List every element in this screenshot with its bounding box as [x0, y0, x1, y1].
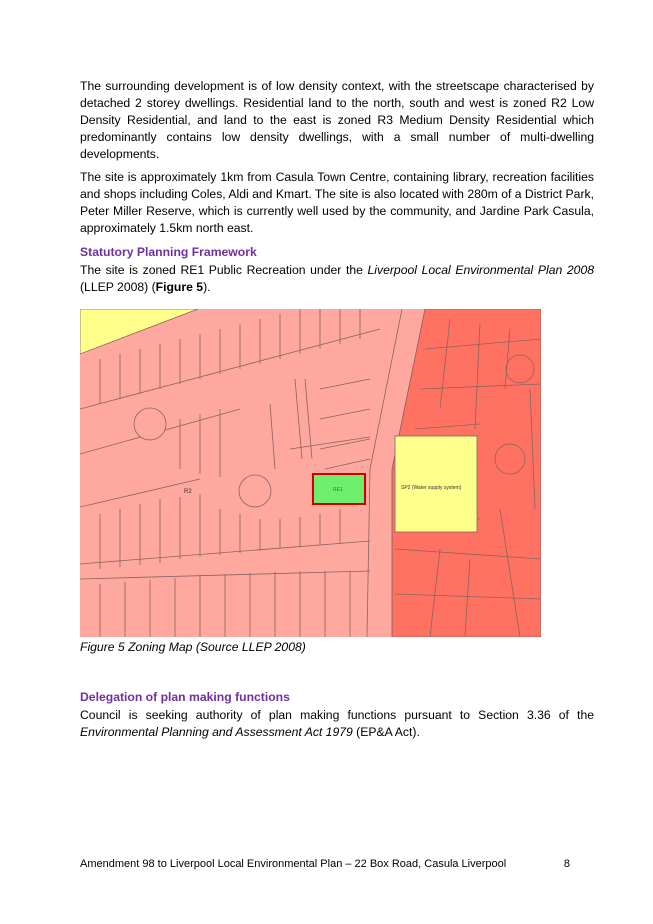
zoning-map	[80, 309, 541, 637]
llep-title: Liverpool Local Environmental Plan 2008	[367, 263, 594, 277]
delegation-text-b: (EP&A Act).	[352, 725, 420, 739]
map-label-site: RE1	[333, 487, 343, 493]
delegation-text-a: Council is seeking authority of plan making functions pursuant to Section 3.36 of the	[80, 708, 594, 722]
sp2-water-lot	[395, 436, 477, 532]
statutory-text-c: ).	[203, 280, 211, 294]
context-paragraph: The surrounding development is of low density context, with the streetscape characterised by detached 2 storey dwellings. Residential land to the north, south and west is zoned R2 Low Density Residential, and land to the east is zoned R3 Medium Density Residential which predominantly contains low density dwellings, with a small number of multi-dwelling developments.	[80, 79, 594, 161]
page-number: 8	[563, 858, 570, 870]
map-label-sp2: SP2 (Water supply system)	[401, 485, 462, 491]
map-label-r2: R2	[184, 489, 192, 495]
location-paragraph: The site is approximately 1km from Casula Town Centre, containing library, recreation facilities and shops including Coles, Aldi and Kmart. The site is also located with 280m of a District Park, Peter Miller Reserve, which is currently well used by the community, and Jardine Park Casula, approximately 1.5km north east.	[80, 170, 594, 235]
page-footer	[80, 858, 594, 870]
statutory-paragraph	[80, 262, 594, 296]
statutory-text-b: (LLEP 2008) (	[80, 280, 156, 294]
delegation-paragraph	[80, 707, 594, 741]
statutory-heading: Statutory Planning Framework	[80, 245, 257, 259]
figure-caption: Figure 5 Zoning Map (Source LLEP 2008)	[80, 640, 306, 654]
act-title: Environmental Planning and Assessment Act 1979	[80, 725, 353, 739]
statutory-text-a: The site is zoned RE1 Public Recreation under the	[80, 263, 368, 277]
delegation-heading: Delegation of plan making functions	[80, 690, 290, 704]
footer-title: Amendment 98 to Liverpool Local Environmental Plan – 22 Box Road, Casula Liverpool	[80, 858, 507, 870]
figure-reference: Figure 5	[155, 280, 204, 294]
